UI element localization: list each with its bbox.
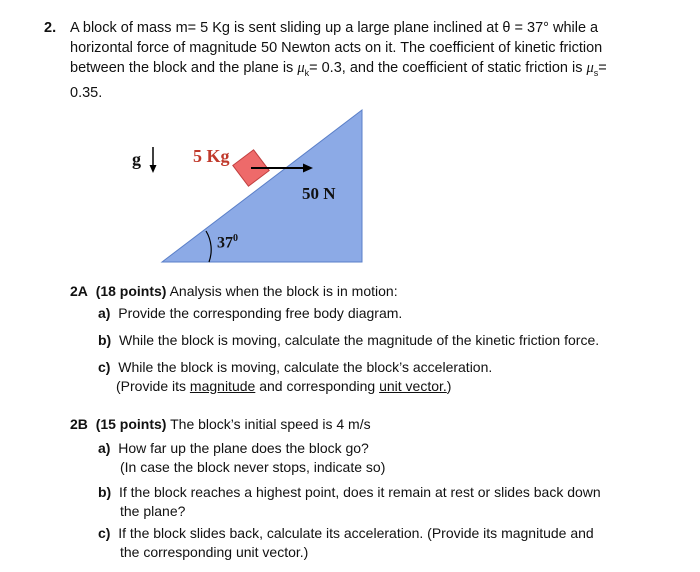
part-2a-heading xyxy=(70,282,398,301)
part-2b-heading xyxy=(70,415,371,434)
mass-label: 5 Kg xyxy=(193,146,230,166)
problem-line-3-a: between the block and the plane is xyxy=(70,60,298,76)
problem-statement xyxy=(44,18,644,103)
part-2a-a-text: Provide the corresponding free body diagram. xyxy=(118,305,403,321)
part-2a-c-tag: c) xyxy=(98,359,111,375)
problem-line-4: 0.35. xyxy=(70,84,103,101)
part-2b-title: The block’s initial speed is 4 m/s xyxy=(166,416,371,432)
part-2a-title: Analysis when the block is in motion: xyxy=(166,283,398,299)
part-2a-c-note-b: and corresponding xyxy=(255,378,380,394)
part-2b-a-note: (In case the block never stops, indicate so) xyxy=(120,459,386,475)
part-2b-a-text: How far up the plane does the block go? xyxy=(118,440,369,456)
part-2a-points: (18 points) xyxy=(95,283,167,299)
part-2b-c-text-2: the corresponding unit vector.) xyxy=(120,544,309,560)
problem-line-3 xyxy=(70,58,644,83)
part-2a-b-text: While the block is moving, calculate the magnitude of the kinetic friction force. xyxy=(119,332,600,348)
part-2a-b-tag: b) xyxy=(98,332,112,348)
part-2b-a-tag: a) xyxy=(98,440,111,456)
mu-symbol: μ xyxy=(297,60,305,76)
mu-symbol-static: μ xyxy=(586,60,594,76)
part-2b-b-text-2: the plane? xyxy=(120,503,186,519)
part-2a-a-tag: a) xyxy=(98,305,111,321)
incline-diagram xyxy=(120,105,380,265)
part-2a-c-note-magnitude: magnitude xyxy=(189,378,256,394)
problem-line-3-c: = xyxy=(598,60,607,76)
mu-k-subscript: k xyxy=(304,67,310,78)
part-2a-item-a xyxy=(98,304,402,323)
part-2a-item-c xyxy=(98,358,492,377)
part-2b-tag: 2B xyxy=(70,416,88,432)
part-2b-points: (15 points) xyxy=(95,416,167,432)
mu-s-subscript: s xyxy=(593,67,599,78)
problem-line-2: horizontal force of magnitude 50 Newton acts on it. The coefficient of kinetic friction xyxy=(70,40,603,56)
problem-line-3-b: = 0.3, and the coefficient of static friction is xyxy=(309,60,587,76)
force-label: 50 N xyxy=(302,184,336,203)
part-2b-c-tag: c) xyxy=(98,525,111,541)
part-2a-item-b xyxy=(98,331,599,350)
angle-label xyxy=(217,233,238,252)
part-2b-c-text-1: If the block slides back, calculate its acceleration. (Provide its magnitude and xyxy=(118,525,594,541)
part-2b-b-text-1: If the block reaches a highest point, does it remain at rest or slides back down xyxy=(119,484,601,500)
part-2a-c-note-a: (Provide its xyxy=(116,378,190,394)
gravity-arrow-head xyxy=(150,165,157,173)
part-2a-c-note xyxy=(116,377,451,396)
part-2b-item-a xyxy=(98,439,369,458)
angle-degree: 0 xyxy=(233,233,238,244)
problem-line-1: A block of mass m= 5 Kg is sent sliding up a large plane inclined at θ = 37° while a xyxy=(70,20,599,36)
problem-number: 2. xyxy=(44,20,57,36)
angle-value: 37 xyxy=(217,234,233,252)
part-2b-item-b xyxy=(98,483,601,502)
incline-figure xyxy=(120,105,380,265)
part-2a-c-note-unit-vector: unit vector. xyxy=(379,378,447,394)
part-2a-tag: 2A xyxy=(70,283,88,299)
part-2a-c-text: While the block is moving, calculate the block’s acceleration. xyxy=(118,359,493,375)
gravity-label: g xyxy=(132,149,141,169)
part-2a-c-note-c: ) xyxy=(446,378,452,394)
part-2b-item-c xyxy=(98,524,594,543)
part-2b-b-tag: b) xyxy=(98,484,112,500)
